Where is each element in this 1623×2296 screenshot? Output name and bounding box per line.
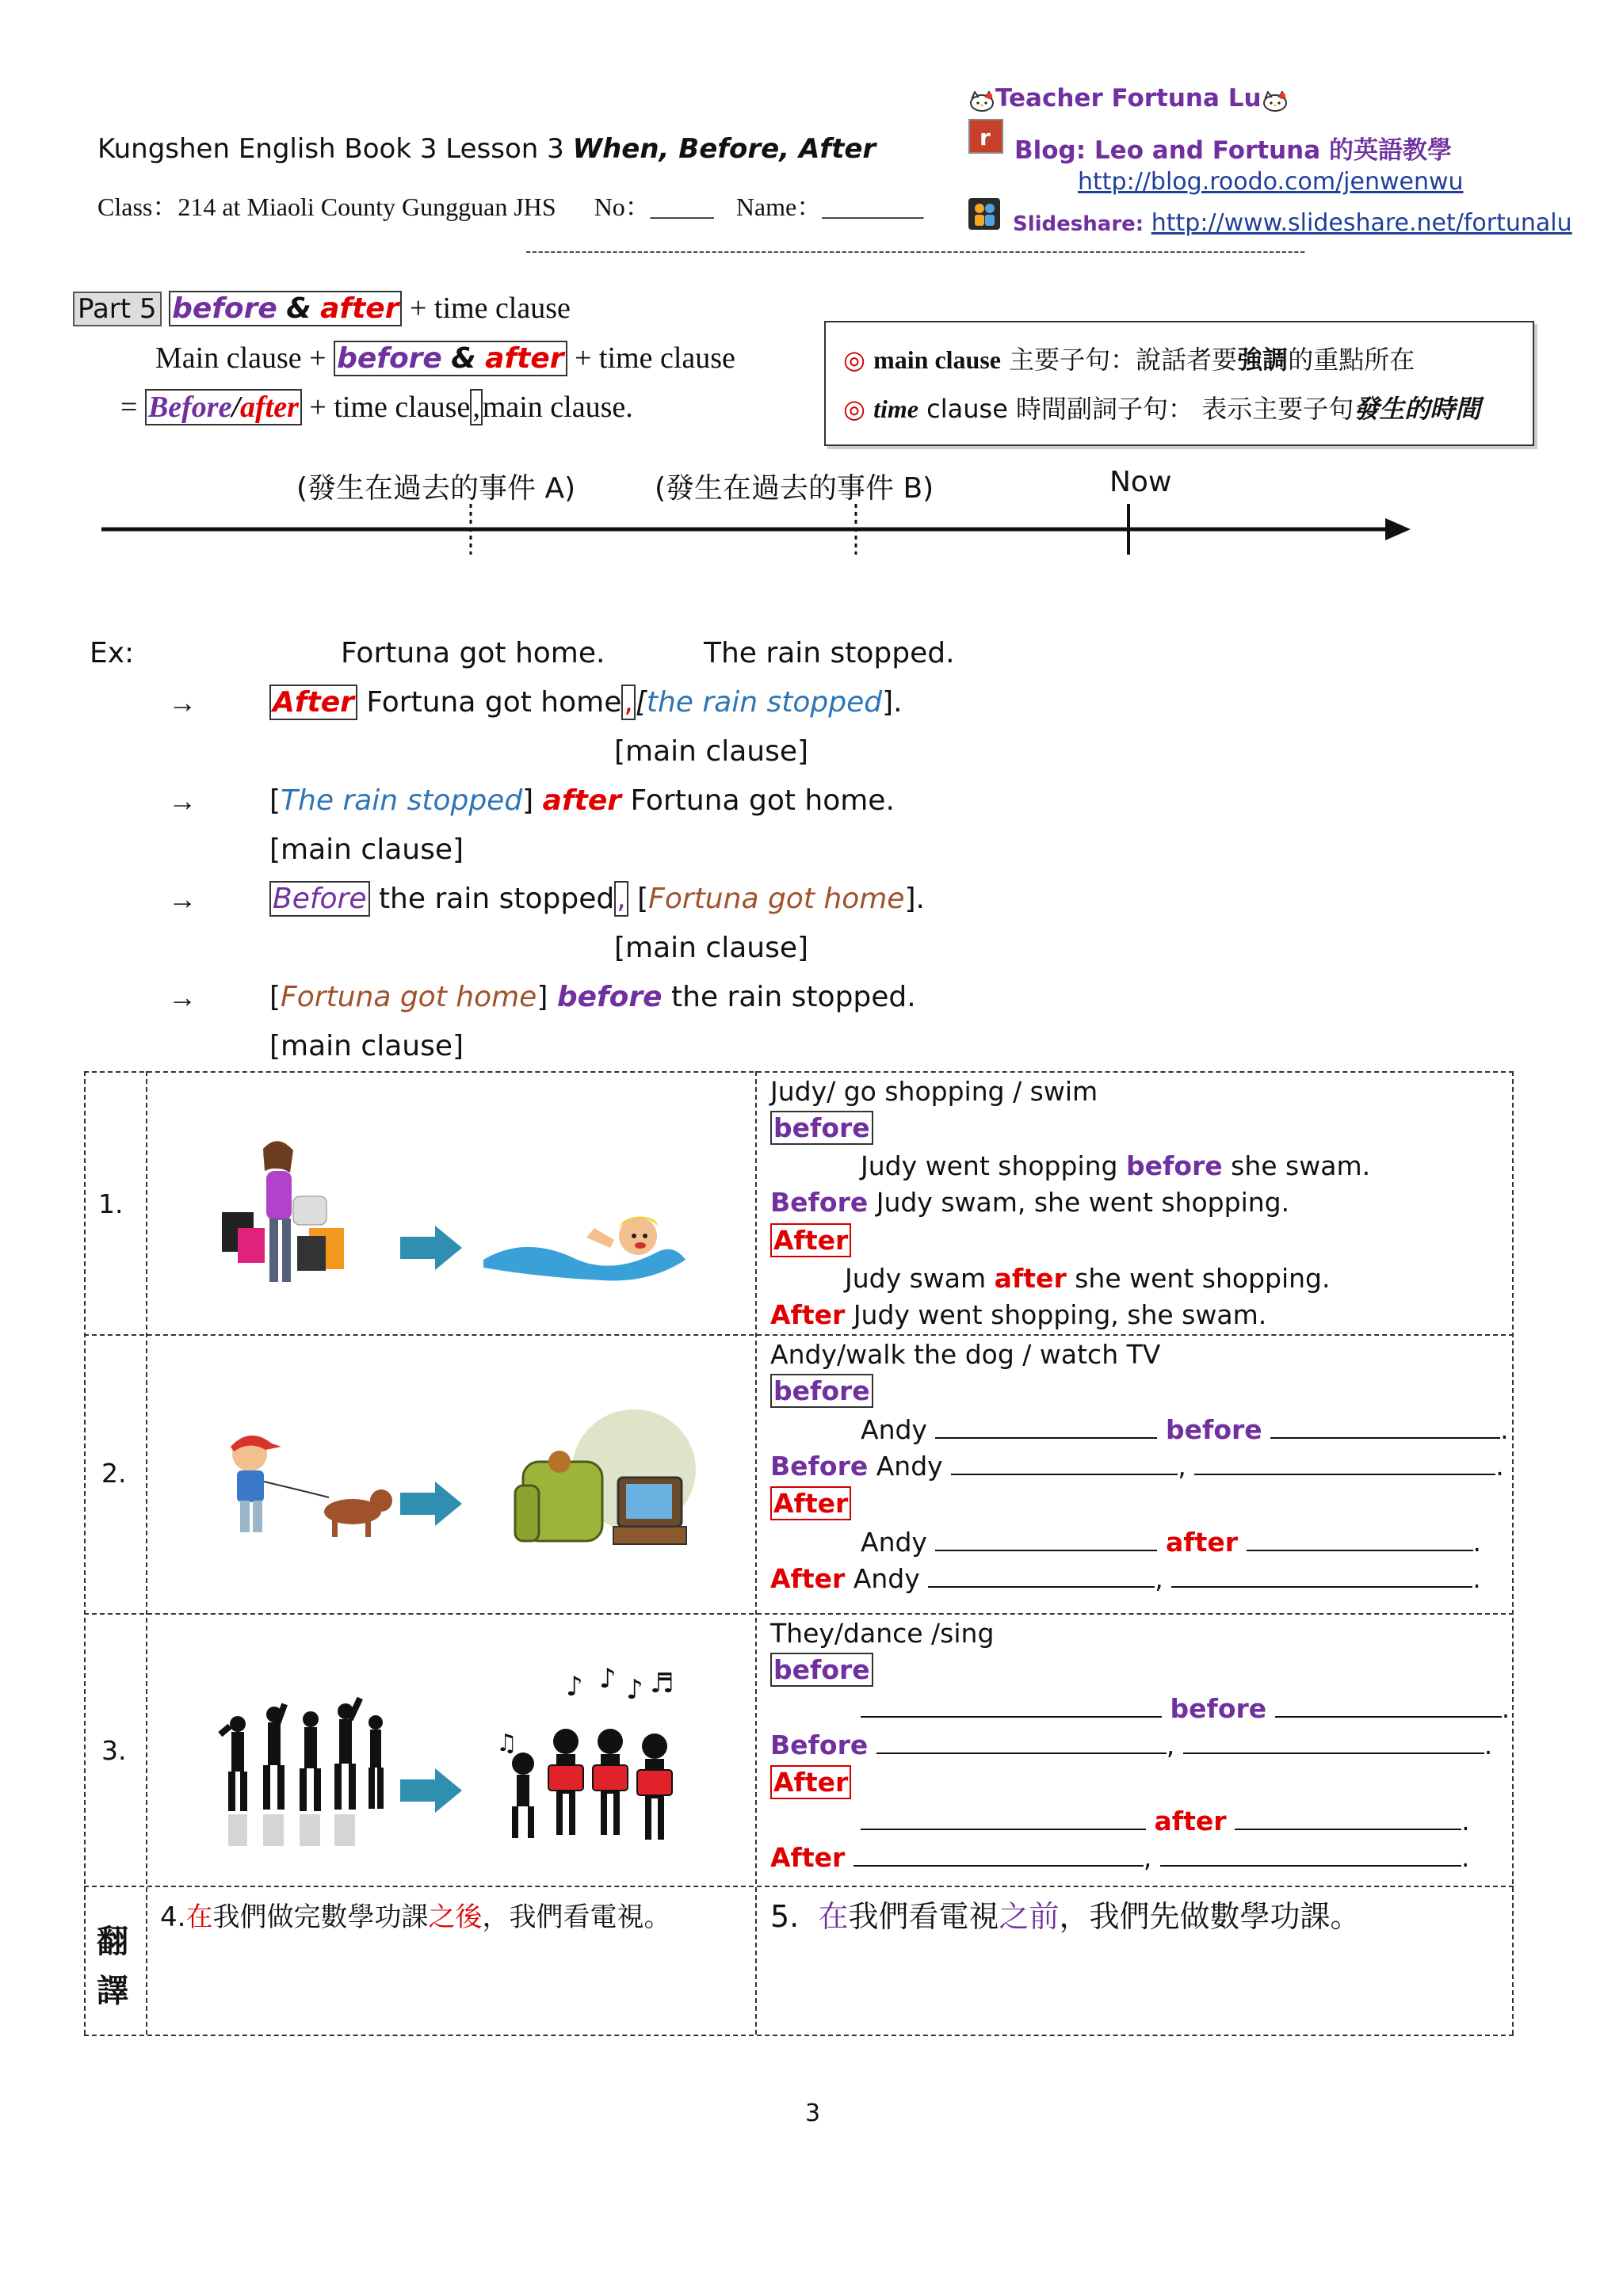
after-keyword: after — [542, 784, 622, 817]
bracket: [ — [635, 686, 647, 719]
sentence-b: The rain stopped. — [704, 637, 955, 669]
answer-text: Judy went shopping, she swam. — [845, 1299, 1267, 1330]
time-clause-text: + time clause — [575, 341, 735, 375]
header-divider: ------------------------------------------------------------------------------------------------------------------------------ — [525, 242, 1306, 261]
question-text: ，我們先做數學功課。 — [1059, 1899, 1361, 1934]
arrow-right-icon — [400, 1480, 464, 1527]
timeline-arrow — [95, 491, 1426, 570]
row-prompt: Judy/ go shopping / swim — [770, 1076, 1098, 1107]
main-clause-text: main clause. — [482, 391, 633, 424]
after-label-box — [770, 1225, 851, 1256]
blank-field[interactable] — [928, 1562, 1155, 1588]
after-keyword: after — [1165, 1527, 1239, 1558]
watching-tv-image — [507, 1406, 697, 1557]
blank-field[interactable] — [951, 1450, 1178, 1475]
answer-line-4 — [770, 1562, 1481, 1594]
before-keyword: before — [337, 342, 442, 375]
blank-field[interactable] — [1235, 1805, 1461, 1830]
hello-kitty-icon — [1262, 90, 1289, 110]
question-4 — [160, 1895, 670, 1934]
no-field: No：_____ — [594, 193, 714, 221]
singers-image — [483, 1664, 697, 1854]
note-time-text: clause 時間副詞子句： 表示主要子句 — [918, 394, 1354, 424]
bracket: ] — [537, 981, 557, 1013]
main-clause: Fortuna got home — [281, 981, 537, 1013]
after-keyword: After — [770, 1299, 846, 1330]
row-number: 3. — [101, 1735, 127, 1766]
example-3 — [269, 883, 925, 915]
blank-field[interactable] — [876, 1729, 1167, 1754]
comma: , — [1166, 1730, 1175, 1760]
bracket-end: ]. — [882, 686, 903, 719]
time-clause-text: + time clause — [409, 292, 571, 325]
main-clause: The rain stopped — [281, 784, 523, 817]
before-keyword: Before — [770, 1730, 869, 1760]
bracket: [ — [269, 981, 281, 1013]
example-2 — [269, 784, 895, 817]
svg-text:r: r — [980, 124, 991, 151]
after-keyword: after — [1154, 1806, 1227, 1836]
translate-label-2: 譯 — [97, 1973, 128, 2009]
blank-field[interactable] — [1270, 1413, 1500, 1439]
note-box — [824, 321, 1534, 446]
note-line-main — [843, 340, 1415, 376]
before-after-box — [145, 389, 302, 425]
before-keyword: 之前 — [999, 1899, 1060, 1934]
answer-text: Andy — [868, 1451, 943, 1482]
comma: , — [1155, 1563, 1163, 1594]
answer-line-1 — [861, 1692, 1510, 1724]
example-text: Fortuna got home — [357, 686, 622, 719]
period: . — [1472, 1527, 1482, 1558]
svg-text:♪: ♪ — [599, 1664, 617, 1695]
roodo-r-icon — [968, 119, 1003, 154]
lesson-title — [97, 133, 876, 165]
question-text: 我們做完數學功課 — [212, 1901, 429, 1933]
swimming-girl-image — [475, 1204, 689, 1291]
slideshare-url-link[interactable]: http://www.slideshare.net/fortunalu — [1151, 209, 1572, 237]
before-keyword: before — [1165, 1414, 1262, 1445]
question-5 — [770, 1892, 1361, 1936]
answer-text: Andy — [861, 1414, 927, 1445]
teacher-name: Teacher Fortuna Lu — [995, 84, 1262, 113]
svg-text:♫: ♫ — [496, 1730, 517, 1757]
arrow-right-icon — [400, 1224, 464, 1272]
answer-line-1 — [861, 1413, 1509, 1445]
note-main-bold: 強調 — [1237, 345, 1289, 375]
slideshare-icon — [968, 198, 1000, 230]
period: . — [1484, 1730, 1493, 1760]
amp: & — [286, 292, 311, 325]
note-main-text: 主要子句：說話者要 — [1000, 345, 1238, 375]
period: . — [1500, 1414, 1509, 1445]
period: . — [1495, 1451, 1504, 1482]
blank-field[interactable] — [854, 1841, 1144, 1867]
question-text: 我們看電視 — [848, 1899, 999, 1934]
zai-keyword: 在 — [818, 1899, 849, 1934]
example-text: Fortuna got home. — [621, 784, 895, 817]
answer-text: Andy — [861, 1527, 927, 1558]
slideshare-line — [1013, 209, 1572, 237]
after-keyword: After — [269, 685, 357, 720]
arrow-icon: → — [168, 785, 197, 817]
period: . — [1461, 1842, 1470, 1873]
after-label-box — [770, 1767, 851, 1798]
answer-line-4 — [770, 1841, 1469, 1873]
after-keyword: after — [485, 342, 564, 375]
hello-kitty-icon — [968, 90, 995, 110]
answer-text: Andy — [845, 1563, 920, 1594]
answer-text: she went shopping. — [1066, 1263, 1331, 1294]
class-info: Class：214 at Miaoli County Gungguan JHS — [97, 193, 556, 221]
comma-box: , — [614, 881, 628, 917]
before-keyword: before — [1125, 1150, 1223, 1181]
boy-walking-dog-image — [210, 1418, 400, 1545]
before-label: before — [770, 1111, 873, 1145]
equals-sign: = — [120, 391, 138, 424]
bracket: [ — [269, 784, 281, 817]
answer-text: Judy went shopping — [861, 1150, 1126, 1181]
main-clause-label: [main clause] — [269, 1030, 464, 1062]
before-keyword: Before — [770, 1187, 869, 1218]
example-text: the rain stopped. — [662, 981, 916, 1013]
class-line — [97, 187, 923, 223]
note-main-text2: 的重點所在 — [1288, 345, 1415, 375]
comma-box: , — [470, 389, 483, 425]
after-keyword: after — [320, 292, 399, 325]
arrow-icon: → — [168, 687, 197, 719]
row-number: 1. — [98, 1188, 124, 1219]
before-keyword: before — [1170, 1693, 1267, 1724]
bullet-icon: ◎ — [843, 394, 865, 424]
answer-line-4 — [770, 1299, 1266, 1330]
shopping-woman-image — [214, 1133, 357, 1299]
lesson-title-italic: When, Before, After — [572, 133, 876, 165]
time-term: time — [873, 395, 918, 423]
amp: & — [451, 342, 476, 375]
arrow-icon: → — [168, 982, 197, 1013]
answer-line-3 — [861, 1805, 1470, 1836]
event-b-label: (發生在過去的事件 B) — [655, 472, 934, 505]
answer-line-3 — [845, 1263, 1330, 1294]
svg-text:♪: ♪ — [566, 1671, 583, 1703]
part5-line2 — [155, 341, 735, 376]
blank-field[interactable] — [1160, 1841, 1461, 1867]
after-keyword: after — [994, 1263, 1067, 1294]
answer-line-1 — [861, 1150, 1370, 1181]
lesson-title-prefix: Kungshen English Book 3 Lesson 3 — [97, 133, 573, 165]
main-clause-term: main clause — [873, 345, 1001, 374]
row-prompt: They/dance /sing — [770, 1618, 995, 1649]
teacher-line — [968, 84, 1289, 113]
after-label: After — [770, 1223, 851, 1257]
slideshare-label: Slideshare: — [1013, 212, 1144, 236]
comma-box: , — [621, 685, 635, 720]
translate-label — [97, 1917, 136, 2016]
before-keyword: Before — [770, 1451, 869, 1482]
example-text: the rain stopped — [369, 883, 615, 915]
before-keyword: before — [172, 292, 277, 325]
before-label-box — [770, 1654, 873, 1685]
question-number: 4. — [160, 1901, 186, 1933]
after-label: After — [770, 1486, 851, 1520]
before-label-box — [770, 1375, 873, 1406]
row-prompt: Andy/walk the dog / watch TV — [770, 1339, 1161, 1370]
blank-field[interactable] — [935, 1413, 1157, 1439]
answer-line-2 — [770, 1450, 1504, 1482]
period: . — [1501, 1693, 1510, 1724]
comma: , — [1178, 1451, 1186, 1482]
question-number: 5. — [770, 1899, 800, 1934]
example-4 — [269, 981, 916, 1013]
after-keyword: 之後 — [428, 1901, 483, 1933]
answer-text: she swam. — [1222, 1150, 1371, 1181]
slash: / — [231, 391, 241, 424]
arrow-icon: → — [168, 883, 197, 915]
blank-field[interactable] — [935, 1526, 1157, 1551]
now-label: Now — [1109, 466, 1172, 498]
blank-field[interactable] — [1171, 1562, 1472, 1588]
bracket: [ — [628, 883, 649, 915]
bracket: ] — [522, 784, 543, 817]
before-label-box — [770, 1112, 873, 1143]
arrow-right-icon — [400, 1767, 464, 1814]
svg-text:♬: ♬ — [650, 1668, 674, 1699]
before-and-after-box — [334, 341, 567, 376]
after-keyword: after — [240, 391, 299, 424]
after-keyword: After — [770, 1842, 846, 1873]
name-field: Name：________ — [735, 193, 924, 221]
blank-field[interactable] — [861, 1692, 1162, 1718]
ex-label: Ex: — [90, 637, 135, 669]
part-label: Part 5 — [73, 292, 162, 326]
translate-label-1: 翻 — [97, 1924, 128, 1960]
blank-field[interactable] — [1183, 1729, 1484, 1754]
main-clause-label: [main clause] — [614, 932, 809, 964]
question-text: ，我們看電視。 — [482, 1901, 671, 1933]
after-label: After — [770, 1765, 851, 1799]
row-number: 2. — [101, 1458, 127, 1489]
answer-text: Judy swam, she went shopping. — [868, 1187, 1290, 1218]
blank-field[interactable] — [1247, 1526, 1473, 1551]
note-line-time — [843, 389, 1480, 425]
answer-line-2 — [770, 1187, 1289, 1218]
period: . — [1472, 1563, 1481, 1594]
before-keyword: Before — [147, 391, 232, 424]
before-keyword: before — [556, 981, 663, 1013]
main-clause: the rain stopped — [646, 686, 883, 719]
blank-field[interactable] — [1275, 1692, 1502, 1718]
answer-text: Judy swam — [845, 1263, 995, 1294]
part5-line1 — [73, 291, 571, 326]
blank-field[interactable] — [1194, 1450, 1495, 1475]
after-keyword: After — [770, 1563, 846, 1594]
part5-line3 — [120, 390, 633, 425]
example-1 — [269, 686, 903, 719]
svg-text:♪: ♪ — [626, 1674, 643, 1706]
period: . — [1461, 1806, 1470, 1836]
before-and-after-box — [169, 291, 402, 326]
bracket-end: ]. — [904, 883, 925, 915]
main-clause-label: [main clause] — [269, 833, 464, 866]
main-clause-text: Main clause + — [155, 341, 327, 375]
comma: , — [1143, 1842, 1152, 1873]
main-clause: Fortuna got home — [648, 883, 905, 915]
after-label-box — [770, 1488, 851, 1519]
answer-line-3 — [861, 1526, 1481, 1558]
note-time-bold: 發生的時間 — [1354, 394, 1481, 424]
blog-label: Blog: Leo and Fortuna 的英語教學 — [1014, 136, 1452, 165]
time-clause-text: + time clause — [309, 391, 471, 424]
event-a-label: (發生在過去的事件 A) — [296, 472, 576, 505]
bullet-icon: ◎ — [843, 345, 865, 375]
main-clause-label: [main clause] — [614, 735, 809, 768]
zai-keyword: 在 — [185, 1901, 213, 1933]
answer-line-2 — [770, 1729, 1492, 1760]
before-keyword: Before — [269, 881, 370, 917]
before-label: before — [770, 1374, 873, 1408]
page-number: 3 — [805, 2100, 821, 2127]
blog-url-link[interactable]: http://blog.roodo.com/jenwenwu — [1078, 168, 1464, 196]
sentence-a: Fortuna got home. — [341, 637, 605, 669]
blank-field[interactable] — [861, 1805, 1146, 1830]
dancing-silhouettes-image — [214, 1695, 388, 1854]
before-label: before — [770, 1653, 873, 1687]
